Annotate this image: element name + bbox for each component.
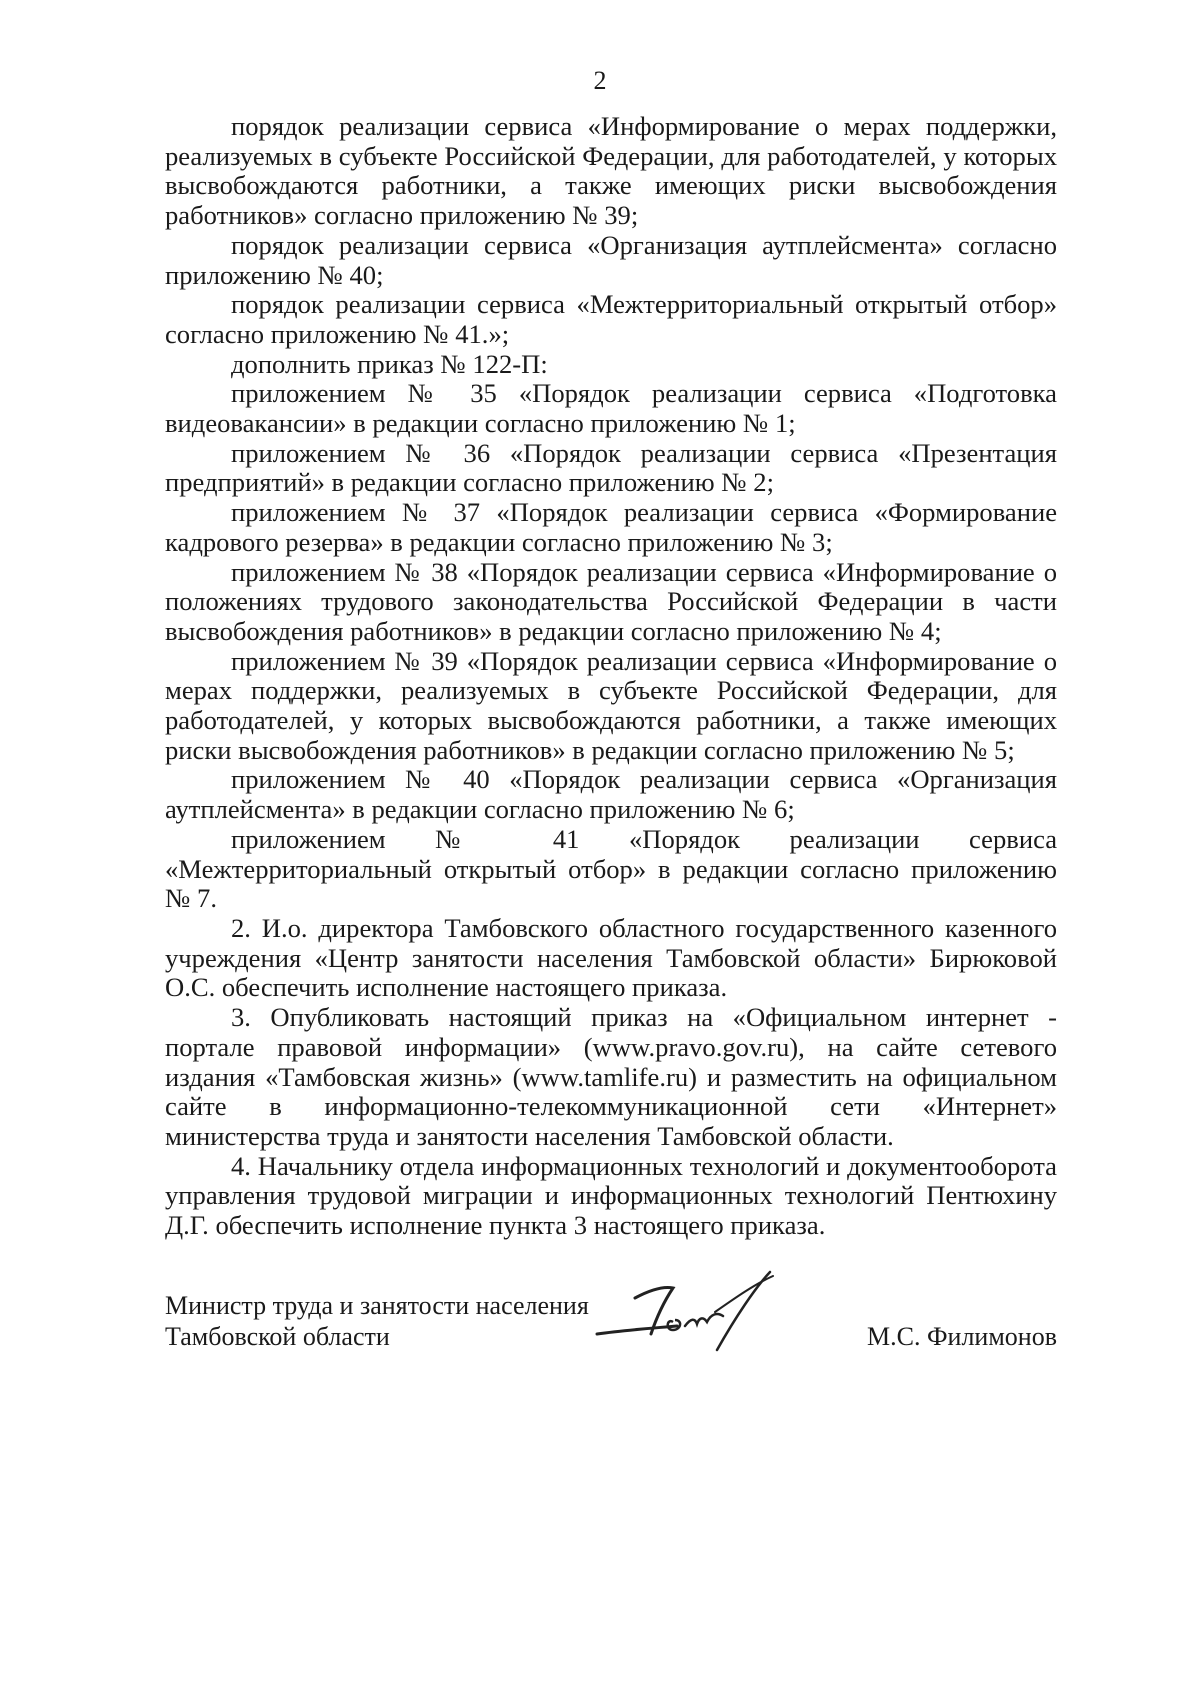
paragraph-service-41: порядок реализации сервиса «Межтерриториальный открытый отбор» согласно приложению № 41.»;	[165, 289, 1057, 349]
paragraph-appendix-39: приложением № 39 «Порядок реализации сервиса «Информирование о мерах поддержки, реализуемых в субъекте Российской Федерации, для работодателей, у которых высвобождаются работники, а также имеющих риски высвобождения работников» в редакции согласно приложению № 5;	[165, 645, 1057, 765]
paragraph-item-4: 4. Начальнику отдела информационных технологий и документооборота управления трудовой миграции и информационных технологий Пентюхину Д.Г. обеспечить исполнение пункта 3 настоящего приказа.	[165, 1150, 1057, 1241]
signature-block	[165, 1290, 1057, 1370]
paragraph-appendix-36: приложением № 36 «Порядок реализации сервиса «Презентация предприятий» в редакции согласно приложению № 2;	[165, 437, 1057, 498]
document-body	[165, 112, 1057, 1241]
signatory-title	[165, 1290, 589, 1352]
paragraph-appendix-38: приложением № 38 «Порядок реализации сервиса «Информирование о положениях трудового законодательства Российской Федерации в части высвобождения работников» в редакции согласно приложению № 4;	[165, 556, 1057, 646]
signatory-title-line-1: Министр труда и занятости населения	[165, 1291, 589, 1320]
paragraph-appendix-35: приложением № 35 «Порядок реализации сервиса «Подготовка видеовакансии» в редакции согласно приложению № 1;	[165, 378, 1057, 439]
paragraph-appendix-41: приложением № 41 «Порядок реализации сервиса «Межтерриториальный открытый отбор» в редакции согласно приложению № 7.	[165, 823, 1057, 914]
signatory-name: М.С. Филимонов	[867, 1322, 1057, 1351]
paragraph-service-40: порядок реализации сервиса «Организация аутплейсмента» согласно приложению № 40;	[165, 229, 1057, 290]
page-number: 2	[593, 66, 607, 95]
paragraph-item-2: 2. И.о. директора Тамбовского областного государственного казенного учреждения «Центр занятости населения Тамбовской области» Бирюковой О.С. обеспечить исполнение настоящего приказа.	[165, 912, 1057, 1003]
handwritten-signature	[595, 1268, 795, 1358]
paragraph-item-3: 3. Опубликовать настоящий приказ на «Официальном интернет - портале правовой информации» (www.pravo.gov.ru), на сайте сетевого издания «Тамбовская жизнь» (www.tamlife.ru) и разместить на официальном сайте в информационно-телекоммуникационной сети «Интернет» министерства труда и занятости населения Тамбовской области.	[165, 1002, 1057, 1151]
paragraph-service-39: порядок реализации сервиса «Информирование о мерах поддержки, реализуемых в субъекте Российской Федерации, для работодателей, у которых высвобождаются работники, а также имеющих риски высвобождения работников» согласно приложению № 39;	[165, 111, 1057, 231]
paragraph-supplement-order: дополнить приказ № 122-П:	[231, 348, 548, 379]
paragraph-appendix-37: приложением № 37 «Порядок реализации сервиса «Формирование кадрового резерва» в редакции согласно приложению № 3;	[165, 497, 1057, 557]
signatory-title-line-2: Тамбовской области	[165, 1322, 390, 1351]
paragraph-appendix-40: приложением № 40 «Порядок реализации сервиса «Организация аутплейсмента» в редакции согласно приложению № 6;	[165, 764, 1057, 825]
